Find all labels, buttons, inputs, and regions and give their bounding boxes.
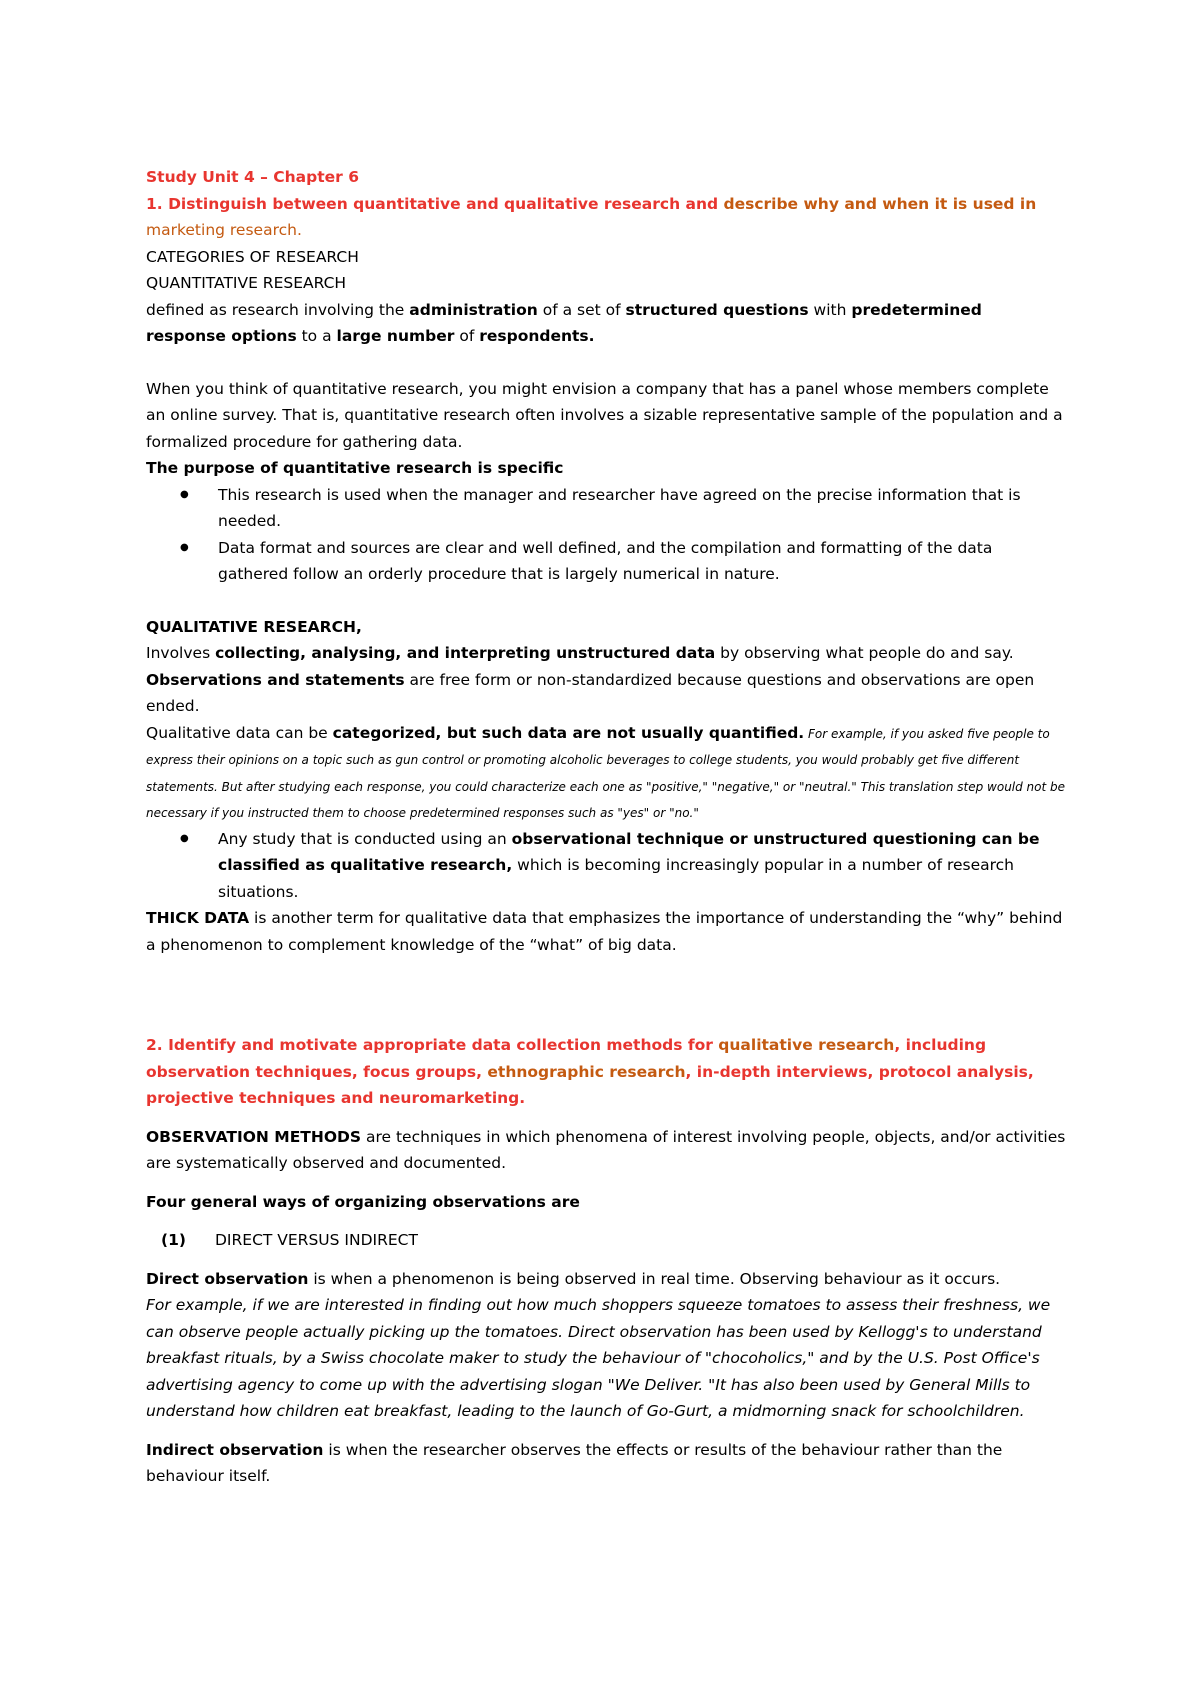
qual-cat-bold: categorized, but such data are not usually quantified.	[332, 723, 805, 742]
qual-def-text: are free form or non-standardized because questions and observations are open ended.	[146, 670, 1035, 715]
document-page	[146, 164, 1066, 1490]
quant-def-bold: predetermined	[851, 300, 982, 319]
quant-def-bold: structured questions	[625, 300, 809, 319]
quantitative-definition	[146, 297, 1066, 350]
four-ways-heading: Four general ways of organizing observations are	[146, 1192, 580, 1211]
q2-text-red: 2. Identify and motivate appropriate data collection methods for	[146, 1036, 719, 1054]
direct-bold: Direct observation	[146, 1269, 309, 1288]
list-item: ● This research is used when the manager and researcher have agreed on the precise information that is needed.	[218, 482, 1066, 535]
qualitative-heading: QUALITATIVE RESEARCH,	[146, 617, 362, 636]
q2-text-orange: ethnographic research	[487, 1062, 686, 1081]
q2-text-red: , in-depth interviews, protocol analysis, projective techniques and neuromarketing.	[146, 1062, 1034, 1107]
quant-def-text: of	[454, 327, 480, 345]
quant-def-text: of a set of	[537, 300, 626, 319]
quantitative-bullets	[146, 482, 1066, 588]
q1-text-red: 1. Distinguish between quantitative and qualitative research and	[146, 194, 724, 213]
unit-title: Study Unit 4 – Chapter 6	[146, 168, 359, 186]
item-label: DIRECT VERSUS INDIRECT	[215, 1231, 418, 1249]
observation-methods-paragraph	[146, 1124, 1066, 1177]
direct-example: For example, if we are interested in finding out how much shoppers squeeze tomatoes to assess their freshness, we can observe people actually picking up the tomatoes. Direct observation has been used by Kellogg's to understand breakfast rituals, by a Swiss chocolate maker to study the behaviour of "chocoholics," and by the U.S. Post Office's advertising agency to come up with the advertising slogan "We Deliver. "It has also been used by General Mills to understand how children eat breakfast, leading to the launch of Go-Gurt, a midmorning snack for schoolchildren.	[146, 1296, 1051, 1420]
quant-def-text: to a	[296, 327, 337, 345]
quantitative-paragraph: When you think of quantitative research, you might envision a company that has a panel whose members complete an online survey. That is, quantitative research often involves a sizable representative sample of the population and a formalized procedure for gathering data.	[146, 379, 1063, 451]
direct-observation-paragraph	[146, 1266, 1066, 1425]
list-item: ● Data format and sources are clear and well defined, and the compilation and formatting of the data gathered follow an orderly procedure that is largely numerical in nature.	[218, 535, 1066, 588]
quant-def-bold: respondents.	[479, 327, 595, 345]
quant-def-text: with	[808, 300, 852, 319]
quant-def-text: defined as research involving the	[146, 300, 410, 319]
direct-text: is when a phenomenon is being observed in real time. Observing behaviour as it occurs.	[308, 1269, 1001, 1288]
qualitative-definition	[146, 640, 1066, 720]
indirect-bold: Indirect observation	[146, 1440, 324, 1459]
quant-def-bold: administration	[409, 300, 538, 319]
quant-def-bold: large number	[336, 327, 455, 345]
indirect-observation-paragraph	[146, 1437, 1066, 1490]
thick-data-paragraph	[146, 905, 1066, 958]
thick-data-text: is another term for qualitative data that emphasizes the importance of understanding the “why” behind a phenomenon to complement knowledge of the “what” of big data.	[146, 909, 1063, 954]
qual-def-bold: Observations and statements	[146, 670, 405, 689]
thick-data-bold: THICK DATA	[146, 909, 250, 927]
quantitative-purpose: The purpose of quantitative research is specific	[146, 459, 564, 477]
quantitative-heading: QUANTITATIVE RESEARCH	[146, 274, 347, 292]
qualitative-categorized	[146, 720, 1066, 826]
question-1	[146, 191, 1066, 244]
qual-bullet-bold: observational technique or unstructured questioning can be classified as qualitative research,	[218, 829, 1040, 874]
obs-methods-bold: OBSERVATION METHODS	[146, 1127, 362, 1146]
quant-def-bold: response options	[146, 327, 297, 345]
q1-text-orange: describe why and when it is used in	[723, 194, 1037, 213]
list-item	[218, 826, 1066, 906]
q2-text-red: , including observation techniques, focus groups,	[146, 1036, 987, 1081]
qual-def-text: by observing what people do and say.	[715, 644, 1014, 662]
qual-bullet-text: Any study that is conducted using an	[218, 829, 512, 848]
indirect-text: is when the researcher observes the effects or results of the behaviour rather than the behaviour itself.	[146, 1440, 1003, 1485]
question-2	[146, 1032, 1066, 1112]
numbered-item-direct-indirect	[146, 1227, 1066, 1254]
q2-text-orange: qualitative research	[718, 1036, 895, 1054]
qual-bullet-text: which is becoming increasingly popular in a number of research situations.	[218, 856, 1015, 901]
q1-text-orange-2: marketing research.	[146, 221, 302, 239]
item-number: (1)	[161, 1231, 186, 1249]
qualitative-bullets	[146, 826, 1066, 906]
qual-def-bold: collecting, analysing, and interpreting unstructured data	[215, 644, 716, 662]
qual-cat-text: Qualitative data can be	[146, 723, 333, 742]
obs-methods-text: are techniques in which phenomena of interest involving people, objects, and/or activities are systematically observed and documented.	[146, 1127, 1066, 1172]
categories-heading: CATEGORIES OF RESEARCH	[146, 247, 359, 266]
qual-cat-example: For example, if you asked five people to express their opinions on a topic such as gun control or promoting alcoholic beverages to college students, you would probably get five different statements. But after studying each response, you could characterize each one as "positive," "negative," or "neutral." This translation step would not be necessary if you instructed them to choose predetermined responses such as "yes" or "no."	[146, 726, 1066, 820]
qual-def-text: Involves	[146, 644, 216, 662]
